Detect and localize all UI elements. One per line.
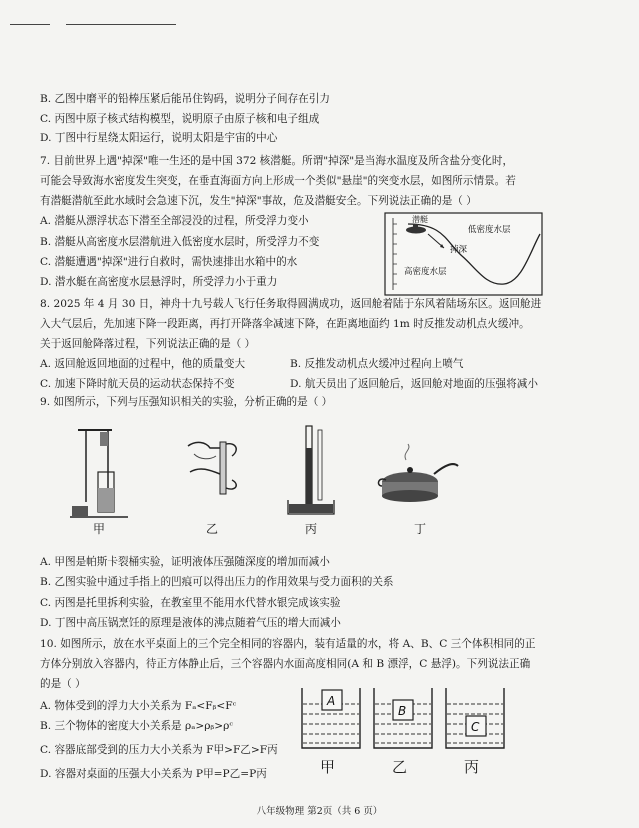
q10-cube-c: C [471, 720, 480, 734]
q9-label-jia [78, 431, 79, 433]
q10-fig-label-yi: 乙 [392, 758, 408, 776]
q10-cube-a: A [327, 694, 336, 708]
q6-option-c: C. 丙图中原子核式结构模型，说明原子由原子核和电子组成 [40, 113, 320, 125]
q9-figure-bing [282, 422, 342, 522]
q7-option-b: B. 潜艇从高密度水层潜航进入低密度水层时，所受浮力不变 [40, 236, 320, 248]
top-rule [10, 24, 50, 25]
q7-label-drop: 掉深 [450, 245, 468, 255]
q10-option-c: C. 容器底部受到的压力大小关系为 F甲>F乙>F丙 [40, 744, 278, 756]
q7-label-low: 低密度水层 [468, 225, 511, 235]
q10-container-yi [374, 688, 432, 748]
q7-stem-line-1: 7. 目前世界上遇"掉深"唯一生还的是中国 372 核潜艇。所谓"掉深"是当海水温度及所含盐分变化时， [40, 155, 514, 167]
q8-option-b: B. 反推发动机点火缓冲过程向上喷气 [290, 358, 464, 370]
page-footer: 八年级物理 第2页（共 6 页） [256, 806, 383, 817]
q7-stem-line-2: 可能会导致海水密度发生突变，在垂直海面方向上形成一个类似"悬崖"的突变水层，如图所示情景。若 [40, 175, 516, 187]
q9-fig-label-ding: 丁 [414, 522, 427, 536]
q8-option-d: D. 航天员出了返回舱后，返回舱对地面的压强将减小 [290, 378, 538, 390]
q7-stem-line-3: 有潜艇潜航至此水域时会急速下沉，发生"掉深"事故，危及潜艇安全。下列说法正确的是（ ） [40, 195, 477, 207]
q6-option-b: B. 乙图中磨平的铅棒压紧后能吊住钩码，说明分子间存在引力 [40, 93, 330, 105]
q9-fig-label-jia: 甲 [93, 522, 106, 536]
q9-fig-label-bing: 丙 [305, 522, 318, 536]
q7-label-high: 高密度水层 [404, 267, 447, 277]
q10-stem-line-1: 10. 如图所示，放在水平桌面上的三个完全相同的容器内，装有适量的水，将 A、B、C 三个体积相同的正 [40, 638, 536, 650]
q9-option-d: D. 丁图中高压锅烹饪的原理是液体的沸点随着气压的增大而减小 [40, 617, 341, 629]
q9-figure-jia [68, 422, 140, 522]
q9-stem: 9. 如图所示，下列与压强知识相关的实验，分析正确的是（ ） [40, 396, 333, 408]
q10-option-a: A. 物体受到的浮力大小关系为 Fₐ<Fᵦ<Fᶜ [40, 700, 237, 712]
q10-option-b: B. 三个物体的密度大小关系是 ρₐ>ρᵦ>ρᶜ [40, 720, 234, 732]
q7-option-d: D. 潜水艇在高密度水层悬浮时，所受浮力小于重力 [40, 276, 278, 288]
q9-option-c: C. 丙图是托里拆利实验，在教室里不能用水代替水银完成该实验 [40, 597, 341, 609]
q10-container-bing [446, 688, 504, 748]
q8-stem-line-3: 关于返回舱降落过程，下列说法正确的是（ ） [40, 338, 256, 350]
q6-option-d: D. 丁图中行星绕太阳运行，说明太阳是宇宙的中心 [40, 132, 278, 144]
q10-fig-label-bing: 丙 [464, 758, 480, 776]
q7-option-c: C. 潜艇遭遇"掉深"进行自救时，需快速排出水箱中的水 [40, 256, 298, 268]
q9-figure-yi [180, 432, 250, 502]
q7-option-a: A. 潜艇从漂浮状态下潜至全部浸没的过程，所受浮力变小 [40, 215, 309, 227]
q10-fig-label-jia: 甲 [320, 758, 336, 776]
q9-option-b: B. 乙图实验中通过手指上的凹痕可以得出压力的作用效果与受力面积的关系 [40, 576, 394, 588]
q10-stem-line-3: 的是（ ） [40, 678, 86, 690]
top-rule [66, 24, 176, 25]
q10-option-d: D. 容器对桌面的压强大小关系为 P甲=P乙=P丙 [40, 768, 267, 780]
q9-option-a: A. 甲图是帕斯卡裂桶实验，证明液体压强随深度的增加而减小 [40, 556, 330, 568]
q8-stem-line-1: 8. 2025 年 4 月 30 日，神舟十九号载人飞行任务取得圆满成功，返回舱着陆于东风着陆场东区。返回舱进 [40, 298, 542, 310]
q10-stem-line-2: 方体分别放入容器内，待正方体静止后，三个容器内水面高度相同(A 和 B 漂浮，C 悬浮)。下列说法正确 [40, 658, 531, 670]
q9-figure-ding [372, 442, 462, 512]
q7-label-sub: 潜艇 [412, 215, 428, 224]
q9-fig-label-yi: 乙 [206, 522, 219, 536]
q8-stem-line-2: 入大气层后，先加速下降一段距离，再打开降落伞减速下降，在距离地面约 1m 时反推发动机点火缓冲。 [40, 318, 530, 330]
q8-option-c: C. 加速下降时航天员的运动状态保持不变 [40, 378, 235, 390]
q10-figure [296, 686, 506, 752]
q7-figure [384, 212, 544, 296]
q8-option-a: A. 返回舱返回地面的过程中，他的质量变大 [40, 358, 246, 370]
q10-cube-b: B [398, 704, 407, 718]
